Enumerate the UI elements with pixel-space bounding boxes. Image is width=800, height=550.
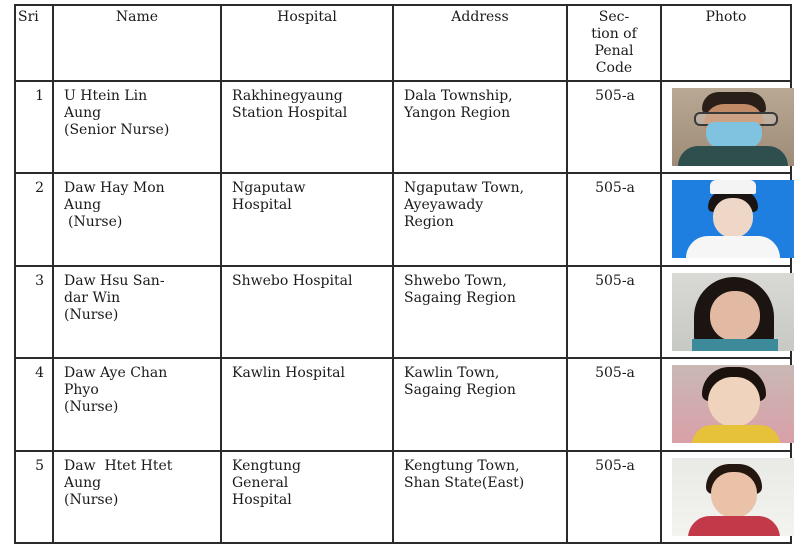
sri-cell: 2 xyxy=(15,173,53,265)
address-cell: Shwebo Town, Sagaing Region xyxy=(393,266,567,358)
name-cell: U Htein Lin Aung (Senior Nurse) xyxy=(53,81,221,173)
hospital-cell: Rakhinegyaung Station Hospital xyxy=(221,81,393,173)
section-cell: 505-a xyxy=(567,173,661,265)
address-cell: Ngaputaw Town, Ayeyawady Region xyxy=(393,173,567,265)
header-photo: Photo xyxy=(661,5,791,81)
address-cell: Dala Township, Yangon Region xyxy=(393,81,567,173)
photo-cell xyxy=(661,266,791,358)
photo-cell xyxy=(661,173,791,265)
photo-cell xyxy=(661,451,791,543)
section-cell: 505-a xyxy=(567,358,661,450)
portrait-photo xyxy=(672,273,794,351)
hospital-cell: Kengtung General Hospital xyxy=(221,451,393,543)
header-name: Name xyxy=(53,5,221,81)
hospital-cell: Ngaputaw Hospital xyxy=(221,173,393,265)
sri-cell: 4 xyxy=(15,358,53,450)
header-row xyxy=(15,5,791,81)
name-cell: Daw Hsu San- dar Win (Nurse) xyxy=(53,266,221,358)
section-cell: 505-a xyxy=(567,451,661,543)
address-cell: Kengtung Town, Shan State(East) xyxy=(393,451,567,543)
sri-cell: 1 xyxy=(15,81,53,173)
table-row xyxy=(15,358,791,450)
sri-cell: 3 xyxy=(15,266,53,358)
header-hospital: Hospital xyxy=(221,5,393,81)
portrait-photo xyxy=(672,365,794,443)
name-cell: Daw Htet Htet Aung (Nurse) xyxy=(53,451,221,543)
portrait-photo xyxy=(672,180,794,258)
address-cell: Kawlin Town, Sagaing Region xyxy=(393,358,567,450)
name-cell: Daw Aye Chan Phyo (Nurse) xyxy=(53,358,221,450)
photo-cell xyxy=(661,81,791,173)
section-cell: 505-a xyxy=(567,266,661,358)
table-row xyxy=(15,451,791,543)
section-cell: 505-a xyxy=(567,81,661,173)
table-row xyxy=(15,266,791,358)
name-cell: Daw Hay Mon Aung (Nurse) xyxy=(53,173,221,265)
header-address: Address xyxy=(393,5,567,81)
sri-cell: 5 xyxy=(15,451,53,543)
table-row xyxy=(15,173,791,265)
records-table xyxy=(14,4,792,544)
portrait-photo xyxy=(672,88,794,166)
hospital-cell: Shwebo Hospital xyxy=(221,266,393,358)
header-section: Sec- tion of Penal Code xyxy=(567,5,661,81)
portrait-photo xyxy=(672,458,794,536)
table-row xyxy=(15,81,791,173)
header-sri: Sri xyxy=(15,5,53,81)
hospital-cell: Kawlin Hospital xyxy=(221,358,393,450)
photo-cell xyxy=(661,358,791,450)
